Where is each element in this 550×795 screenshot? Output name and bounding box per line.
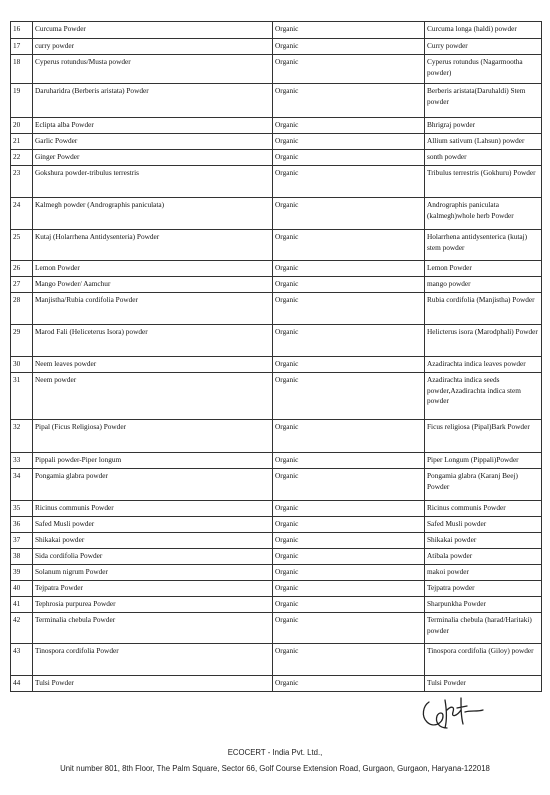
table-row [11, 644, 542, 676]
product-name-cell: Ricinus communis Powder [33, 501, 273, 517]
botanical-name-cell: Pongamia glabra (Karanj Beej) Powder [425, 469, 542, 501]
product-name-cell: Shikakai powder [33, 533, 273, 549]
table-row [11, 565, 542, 581]
botanical-name-cell: Berberis aristata(Daruhaldi) Stem powder [425, 84, 542, 118]
row-number-cell: 41 [11, 597, 33, 613]
row-number-cell: 19 [11, 84, 33, 118]
row-number-cell: 40 [11, 581, 33, 597]
table-row [11, 357, 542, 373]
row-number-cell: 22 [11, 150, 33, 166]
botanical-name-cell: Andrographis paniculata (kalmegh)whole herb Powder [425, 198, 542, 230]
botanical-name-cell: Holarrhena antidysenterica (kutaj) stem powder [425, 230, 542, 261]
row-number-cell: 42 [11, 613, 33, 644]
certification-status-cell: Organic [273, 150, 425, 166]
table-row [11, 118, 542, 134]
product-name-cell: Safed Musli powder [33, 517, 273, 533]
botanical-name-cell: Azadirachta indica seeds powder,Azadirachta indica stem powder [425, 373, 542, 420]
product-name-cell: Tejpatra Powder [33, 581, 273, 597]
row-number-cell: 39 [11, 565, 33, 581]
certification-status-cell: Organic [273, 676, 425, 692]
row-number-cell: 31 [11, 373, 33, 420]
botanical-name-cell: Bhrigraj powder [425, 118, 542, 134]
certification-status-cell: Organic [273, 469, 425, 501]
botanical-name-cell: Azadirachta indica leaves powder [425, 357, 542, 373]
row-number-cell: 23 [11, 166, 33, 198]
certification-status-cell: Organic [273, 166, 425, 198]
table-row [11, 134, 542, 150]
row-number-cell: 36 [11, 517, 33, 533]
table-row [11, 22, 542, 39]
certification-status-cell: Organic [273, 134, 425, 150]
botanical-name-cell: mango powder [425, 277, 542, 293]
product-name-cell: Pongamia glabra powder [33, 469, 273, 501]
row-number-cell: 34 [11, 469, 33, 501]
product-list-table [10, 21, 542, 692]
product-name-cell: Neem powder [33, 373, 273, 420]
row-number-cell: 16 [11, 22, 33, 39]
certification-status-cell: Organic [273, 293, 425, 325]
product-name-cell: Manjistha/Rubia cordifolia Powder [33, 293, 273, 325]
certification-status-cell: Organic [273, 581, 425, 597]
row-number-cell: 38 [11, 549, 33, 565]
botanical-name-cell: Helicterus isora (Marodphali) Powder [425, 325, 542, 357]
table-row [11, 453, 542, 469]
certification-status-cell: Organic [273, 517, 425, 533]
product-name-cell: Terminalia chebula Powder [33, 613, 273, 644]
table-row [11, 597, 542, 613]
product-name-cell: Pippali powder-Piper longum [33, 453, 273, 469]
product-name-cell: Daruharidra (Berberis aristata) Powder [33, 84, 273, 118]
table-row [11, 55, 542, 84]
product-name-cell: Kutaj (Holarrhena Antidysenteria) Powder [33, 230, 273, 261]
botanical-name-cell: Piper Longum (Pippali)Powder [425, 453, 542, 469]
certification-status-cell: Organic [273, 39, 425, 55]
footer-company-name: ECOCERT - India Pvt. Ltd., [227, 748, 323, 757]
certification-status-cell: Organic [273, 230, 425, 261]
table-row [11, 420, 542, 453]
product-name-cell: Eclipta alba Powder [33, 118, 273, 134]
row-number-cell: 33 [11, 453, 33, 469]
botanical-name-cell: Rubia cordifolia (Manjistha) Powder [425, 293, 542, 325]
table-row [11, 533, 542, 549]
botanical-name-cell: Atibala powder [425, 549, 542, 565]
certification-status-cell: Organic [273, 453, 425, 469]
footer-address: Unit number 801, 8th Floor, The Palm Square, Sector 66, Golf Course Extension Road, Gurgaon, Gurgaon, Haryana-122018 [60, 764, 490, 773]
row-number-cell: 28 [11, 293, 33, 325]
product-name-cell: Gokshura powder-tribulus terrestris [33, 166, 273, 198]
botanical-name-cell: Terminalia chebula (harad/Haritaki) powder [425, 613, 542, 644]
row-number-cell: 30 [11, 357, 33, 373]
product-name-cell: Kalmegh powder (Andrographis paniculata) [33, 198, 273, 230]
row-number-cell: 25 [11, 230, 33, 261]
botanical-name-cell: Ficus religiosa (Pipal)Bark Powder [425, 420, 542, 453]
product-name-cell: Curcuma Powder [33, 22, 273, 39]
table-row [11, 501, 542, 517]
botanical-name-cell: Shikakai powder [425, 533, 542, 549]
product-name-cell: Garlic Powder [33, 134, 273, 150]
certification-status-cell: Organic [273, 420, 425, 453]
botanical-name-cell: Safed Musli powder [425, 517, 542, 533]
table-row [11, 230, 542, 261]
row-number-cell: 24 [11, 198, 33, 230]
table-row [11, 150, 542, 166]
table-row [11, 549, 542, 565]
table-row [11, 39, 542, 55]
row-number-cell: 21 [11, 134, 33, 150]
row-number-cell: 17 [11, 39, 33, 55]
botanical-name-cell: Tinospora cordifolia (Giloy) powder [425, 644, 542, 676]
row-number-cell: 18 [11, 55, 33, 84]
product-name-cell: Solanum nigrum Powder [33, 565, 273, 581]
botanical-name-cell: Curry powder [425, 39, 542, 55]
table-row [11, 325, 542, 357]
product-name-cell: Neem leaves powder [33, 357, 273, 373]
product-name-cell: Tulsi Powder [33, 676, 273, 692]
certification-status-cell: Organic [273, 597, 425, 613]
certification-status-cell: Organic [273, 277, 425, 293]
certification-status-cell: Organic [273, 261, 425, 277]
certification-status-cell: Organic [273, 357, 425, 373]
product-name-cell: Tephrosia purpurea Powder [33, 597, 273, 613]
row-number-cell: 26 [11, 261, 33, 277]
certification-status-cell: Organic [273, 549, 425, 565]
botanical-name-cell: Sharpunkha Powder [425, 597, 542, 613]
product-name-cell: Cyperus rotundus/Musta powder [33, 55, 273, 84]
product-name-cell: curry powder [33, 39, 273, 55]
certification-status-cell: Organic [273, 198, 425, 230]
table-row [11, 581, 542, 597]
row-number-cell: 43 [11, 644, 33, 676]
product-name-cell: Ginger Powder [33, 150, 273, 166]
product-name-cell: Pipal (Ficus Religiosa) Powder [33, 420, 273, 453]
table-row [11, 373, 542, 420]
table-row [11, 261, 542, 277]
botanical-name-cell: Allium sativum (Lahsun) powder [425, 134, 542, 150]
product-list-body [11, 22, 542, 692]
row-number-cell: 44 [11, 676, 33, 692]
table-row [11, 293, 542, 325]
table-row [11, 166, 542, 198]
certification-status-cell: Organic [273, 533, 425, 549]
product-name-cell: Lemon Powder [33, 261, 273, 277]
botanical-name-cell: Ricinus communis Powder [425, 501, 542, 517]
botanical-name-cell: Tulsi Powder [425, 676, 542, 692]
product-name-cell: Marod Fali (Heliceterus Isora) powder [33, 325, 273, 357]
row-number-cell: 27 [11, 277, 33, 293]
certification-status-cell: Organic [273, 373, 425, 420]
certification-status-cell: Organic [273, 325, 425, 357]
botanical-name-cell: Tejpatra powder [425, 581, 542, 597]
product-name-cell: Mango Powder/ Aamchur [33, 277, 273, 293]
certification-status-cell: Organic [273, 613, 425, 644]
row-number-cell: 20 [11, 118, 33, 134]
table-row [11, 613, 542, 644]
table-row [11, 469, 542, 501]
product-name-cell: Tinospora cordifolia Powder [33, 644, 273, 676]
table-row [11, 277, 542, 293]
certification-status-cell: Organic [273, 22, 425, 39]
row-number-cell: 32 [11, 420, 33, 453]
row-number-cell: 35 [11, 501, 33, 517]
botanical-name-cell: Curcuma longa (haldi) powder [425, 22, 542, 39]
table-row [11, 84, 542, 118]
certification-status-cell: Organic [273, 84, 425, 118]
certification-status-cell: Organic [273, 644, 425, 676]
certification-status-cell: Organic [273, 55, 425, 84]
botanical-name-cell: makoi powder [425, 565, 542, 581]
certification-status-cell: Organic [273, 501, 425, 517]
botanical-name-cell: Cyperus rotundus (Nagarmootha powder) [425, 55, 542, 84]
botanical-name-cell: sonth powder [425, 150, 542, 166]
botanical-name-cell: Tribulus terrestris (Gokhuru) Powder [425, 166, 542, 198]
row-number-cell: 29 [11, 325, 33, 357]
table-row [11, 517, 542, 533]
certification-status-cell: Organic [273, 565, 425, 581]
handwritten-signature-icon [417, 690, 489, 732]
certification-status-cell: Organic [273, 118, 425, 134]
product-name-cell: Sida cordifolia Powder [33, 549, 273, 565]
row-number-cell: 37 [11, 533, 33, 549]
botanical-name-cell: Lemon Powder [425, 261, 542, 277]
table-row [11, 198, 542, 230]
